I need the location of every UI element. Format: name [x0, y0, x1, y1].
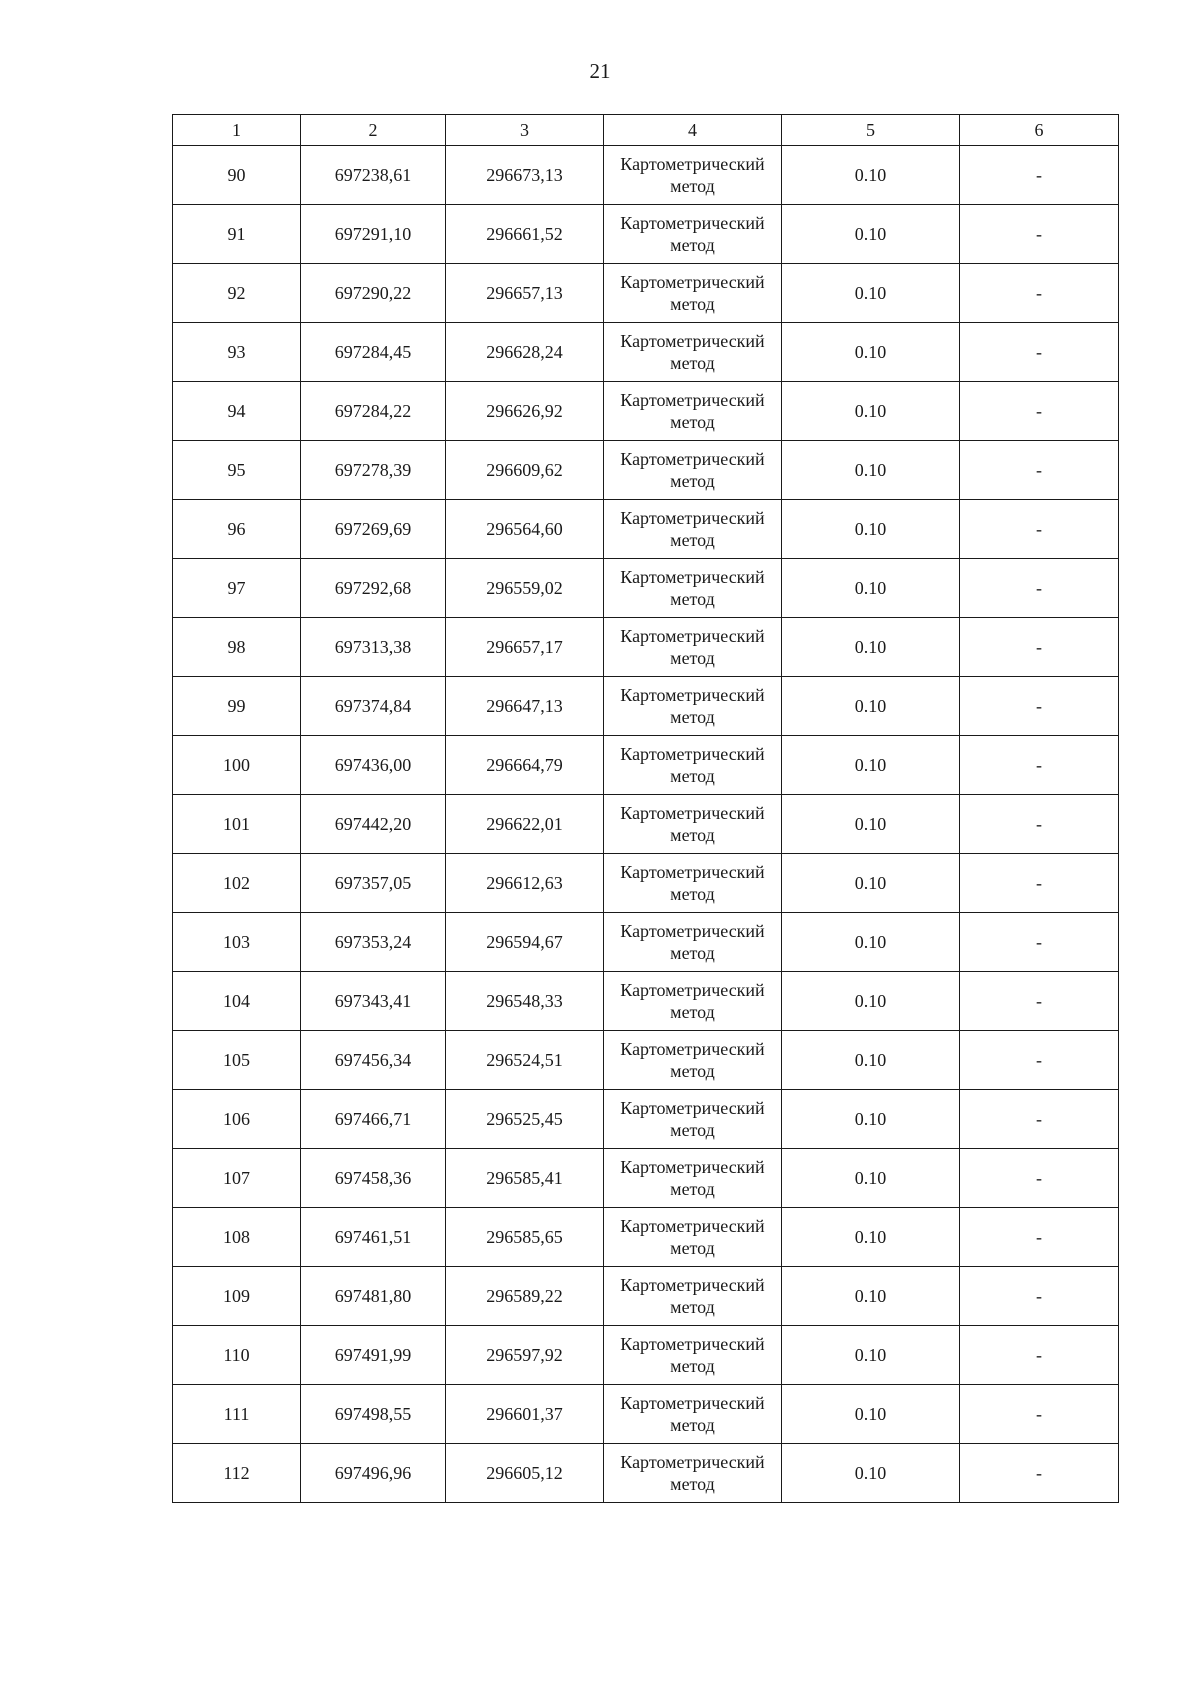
- note-cell: -: [960, 441, 1119, 500]
- x-coordinate-cell: 697290,22: [301, 264, 446, 323]
- method-line-1: Картометрический: [620, 1334, 765, 1354]
- y-coordinate-cell: 296622,01: [446, 795, 604, 854]
- method-line-2: метод: [670, 471, 715, 491]
- note-cell: -: [960, 205, 1119, 264]
- header-cell-5: 5: [782, 115, 960, 146]
- table-row: [173, 1385, 1119, 1444]
- point-number-cell: 109: [173, 1267, 301, 1326]
- method-cell: [604, 854, 782, 913]
- header-cell-2: 2: [301, 115, 446, 146]
- method-cell: [604, 1208, 782, 1267]
- point-number-cell: 102: [173, 854, 301, 913]
- y-coordinate-cell: 296673,13: [446, 146, 604, 205]
- method-line-1: Картометрический: [620, 803, 765, 823]
- accuracy-cell: 0.10: [782, 795, 960, 854]
- method-cell: [604, 677, 782, 736]
- x-coordinate-cell: 697456,34: [301, 1031, 446, 1090]
- table-header: [173, 115, 1119, 146]
- point-number-cell: 95: [173, 441, 301, 500]
- method-line-1: Картометрический: [620, 921, 765, 941]
- accuracy-cell: 0.10: [782, 382, 960, 441]
- method-line-2: метод: [670, 648, 715, 668]
- accuracy-cell: 0.10: [782, 1267, 960, 1326]
- x-coordinate-cell: 697374,84: [301, 677, 446, 736]
- note-cell: -: [960, 1090, 1119, 1149]
- method-line-1: Картометрический: [620, 1393, 765, 1413]
- accuracy-cell: 0.10: [782, 972, 960, 1031]
- table-row: [173, 382, 1119, 441]
- table-body: [173, 146, 1119, 1503]
- accuracy-cell: 0.10: [782, 500, 960, 559]
- table-row: [173, 146, 1119, 205]
- x-coordinate-cell: 697291,10: [301, 205, 446, 264]
- table-row: [173, 1326, 1119, 1385]
- note-cell: -: [960, 618, 1119, 677]
- method-cell: [604, 1326, 782, 1385]
- point-number-cell: 108: [173, 1208, 301, 1267]
- header-row: [173, 115, 1119, 146]
- x-coordinate-cell: 697442,20: [301, 795, 446, 854]
- method-cell: [604, 972, 782, 1031]
- method-line-1: Картометрический: [620, 626, 765, 646]
- table-row: [173, 1090, 1119, 1149]
- y-coordinate-cell: 296594,67: [446, 913, 604, 972]
- note-cell: -: [960, 854, 1119, 913]
- method-line-1: Картометрический: [620, 685, 765, 705]
- table-row: [173, 795, 1119, 854]
- method-line-1: Картометрический: [620, 980, 765, 1000]
- point-number-cell: 94: [173, 382, 301, 441]
- accuracy-cell: 0.10: [782, 559, 960, 618]
- table-row: [173, 1031, 1119, 1090]
- point-number-cell: 96: [173, 500, 301, 559]
- table-row: [173, 1444, 1119, 1503]
- point-number-cell: 99: [173, 677, 301, 736]
- header-cell-4: 4: [604, 115, 782, 146]
- note-cell: -: [960, 1208, 1119, 1267]
- method-cell: [604, 264, 782, 323]
- note-cell: -: [960, 1444, 1119, 1503]
- y-coordinate-cell: 296664,79: [446, 736, 604, 795]
- y-coordinate-cell: 296601,37: [446, 1385, 604, 1444]
- y-coordinate-cell: 296657,13: [446, 264, 604, 323]
- method-line-1: Картометрический: [620, 154, 765, 174]
- method-cell: [604, 1267, 782, 1326]
- note-cell: -: [960, 1267, 1119, 1326]
- x-coordinate-cell: 697238,61: [301, 146, 446, 205]
- method-cell: [604, 1031, 782, 1090]
- note-cell: -: [960, 323, 1119, 382]
- note-cell: -: [960, 382, 1119, 441]
- method-cell: [604, 1385, 782, 1444]
- table-row: [173, 618, 1119, 677]
- x-coordinate-cell: 697491,99: [301, 1326, 446, 1385]
- accuracy-cell: 0.10: [782, 1149, 960, 1208]
- y-coordinate-cell: 296524,51: [446, 1031, 604, 1090]
- table-row: [173, 736, 1119, 795]
- method-line-2: метод: [670, 1297, 715, 1317]
- y-coordinate-cell: 296626,92: [446, 382, 604, 441]
- method-line-2: метод: [670, 825, 715, 845]
- accuracy-cell: 0.10: [782, 1444, 960, 1503]
- method-line-1: Картометрический: [620, 390, 765, 410]
- x-coordinate-cell: 697284,45: [301, 323, 446, 382]
- y-coordinate-cell: 296597,92: [446, 1326, 604, 1385]
- point-number-cell: 93: [173, 323, 301, 382]
- x-coordinate-cell: 697436,00: [301, 736, 446, 795]
- method-line-2: метод: [670, 1474, 715, 1494]
- accuracy-cell: 0.10: [782, 323, 960, 382]
- accuracy-cell: 0.10: [782, 854, 960, 913]
- y-coordinate-cell: 296559,02: [446, 559, 604, 618]
- table-row: [173, 205, 1119, 264]
- method-line-1: Картометрический: [620, 1275, 765, 1295]
- point-number-cell: 97: [173, 559, 301, 618]
- method-line-1: Картометрический: [620, 213, 765, 233]
- x-coordinate-cell: 697461,51: [301, 1208, 446, 1267]
- note-cell: -: [960, 559, 1119, 618]
- point-number-cell: 104: [173, 972, 301, 1031]
- method-line-2: метод: [670, 1120, 715, 1140]
- note-cell: -: [960, 146, 1119, 205]
- table-row: [173, 441, 1119, 500]
- note-cell: -: [960, 264, 1119, 323]
- y-coordinate-cell: 296605,12: [446, 1444, 604, 1503]
- method-cell: [604, 146, 782, 205]
- y-coordinate-cell: 296548,33: [446, 972, 604, 1031]
- method-line-2: метод: [670, 707, 715, 727]
- table-row: [173, 500, 1119, 559]
- y-coordinate-cell: 296628,24: [446, 323, 604, 382]
- method-cell: [604, 382, 782, 441]
- table-row: [173, 1267, 1119, 1326]
- accuracy-cell: 0.10: [782, 441, 960, 500]
- method-line-2: метод: [670, 1415, 715, 1435]
- method-line-1: Картометрический: [620, 744, 765, 764]
- note-cell: -: [960, 795, 1119, 854]
- method-cell: [604, 205, 782, 264]
- table-row: [173, 913, 1119, 972]
- method-line-2: метод: [670, 589, 715, 609]
- accuracy-cell: 0.10: [782, 146, 960, 205]
- method-cell: [604, 1149, 782, 1208]
- x-coordinate-cell: 697498,55: [301, 1385, 446, 1444]
- point-number-cell: 91: [173, 205, 301, 264]
- method-line-1: Картометрический: [620, 331, 765, 351]
- note-cell: -: [960, 1326, 1119, 1385]
- method-cell: [604, 736, 782, 795]
- note-cell: -: [960, 972, 1119, 1031]
- method-cell: [604, 795, 782, 854]
- point-number-cell: 105: [173, 1031, 301, 1090]
- method-cell: [604, 559, 782, 618]
- table-row: [173, 264, 1119, 323]
- y-coordinate-cell: 296585,65: [446, 1208, 604, 1267]
- method-cell: [604, 1090, 782, 1149]
- note-cell: -: [960, 1385, 1119, 1444]
- method-line-1: Картометрический: [620, 272, 765, 292]
- accuracy-cell: 0.10: [782, 1208, 960, 1267]
- method-cell: [604, 618, 782, 677]
- y-coordinate-cell: 296647,13: [446, 677, 604, 736]
- accuracy-cell: 0.10: [782, 677, 960, 736]
- point-number-cell: 101: [173, 795, 301, 854]
- accuracy-cell: 0.10: [782, 913, 960, 972]
- point-number-cell: 111: [173, 1385, 301, 1444]
- note-cell: -: [960, 677, 1119, 736]
- accuracy-cell: 0.10: [782, 1031, 960, 1090]
- header-cell-3: 3: [446, 115, 604, 146]
- note-cell: -: [960, 1031, 1119, 1090]
- method-line-1: Картометрический: [620, 1216, 765, 1236]
- method-line-2: метод: [670, 1356, 715, 1376]
- y-coordinate-cell: 296525,45: [446, 1090, 604, 1149]
- table-row: [173, 1149, 1119, 1208]
- method-cell: [604, 441, 782, 500]
- y-coordinate-cell: 296609,62: [446, 441, 604, 500]
- x-coordinate-cell: 697496,96: [301, 1444, 446, 1503]
- method-line-1: Картометрический: [620, 449, 765, 469]
- page-number: 21: [589, 59, 611, 83]
- accuracy-cell: 0.10: [782, 1326, 960, 1385]
- note-cell: -: [960, 500, 1119, 559]
- x-coordinate-cell: 697284,22: [301, 382, 446, 441]
- accuracy-cell: 0.10: [782, 736, 960, 795]
- method-line-1: Картометрический: [620, 508, 765, 528]
- method-line-2: метод: [670, 412, 715, 432]
- method-line-2: метод: [670, 1061, 715, 1081]
- table-row: [173, 854, 1119, 913]
- point-number-cell: 110: [173, 1326, 301, 1385]
- method-line-1: Картометрический: [620, 1452, 765, 1472]
- method-cell: [604, 1444, 782, 1503]
- y-coordinate-cell: 296657,17: [446, 618, 604, 677]
- point-number-cell: 92: [173, 264, 301, 323]
- point-number-cell: 100: [173, 736, 301, 795]
- coordinates-table: [172, 114, 1119, 1503]
- y-coordinate-cell: 296661,52: [446, 205, 604, 264]
- x-coordinate-cell: 697292,68: [301, 559, 446, 618]
- x-coordinate-cell: 697458,36: [301, 1149, 446, 1208]
- accuracy-cell: 0.10: [782, 205, 960, 264]
- table-row: [173, 1208, 1119, 1267]
- point-number-cell: 98: [173, 618, 301, 677]
- method-line-2: метод: [670, 294, 715, 314]
- table-row: [173, 972, 1119, 1031]
- method-line-1: Картометрический: [620, 567, 765, 587]
- table-row: [173, 323, 1119, 382]
- accuracy-cell: 0.10: [782, 264, 960, 323]
- x-coordinate-cell: 697481,80: [301, 1267, 446, 1326]
- method-line-2: метод: [670, 353, 715, 373]
- method-line-2: метод: [670, 766, 715, 786]
- note-cell: -: [960, 913, 1119, 972]
- note-cell: -: [960, 736, 1119, 795]
- method-line-1: Картометрический: [620, 1157, 765, 1177]
- table-row: [173, 677, 1119, 736]
- method-line-2: метод: [670, 1179, 715, 1199]
- accuracy-cell: 0.10: [782, 1090, 960, 1149]
- y-coordinate-cell: 296589,22: [446, 1267, 604, 1326]
- x-coordinate-cell: 697466,71: [301, 1090, 446, 1149]
- point-number-cell: 112: [173, 1444, 301, 1503]
- method-line-1: Картометрический: [620, 1098, 765, 1118]
- method-line-2: метод: [670, 176, 715, 196]
- point-number-cell: 106: [173, 1090, 301, 1149]
- table-row: [173, 559, 1119, 618]
- method-line-2: метод: [670, 943, 715, 963]
- header-cell-1: 1: [173, 115, 301, 146]
- x-coordinate-cell: 697343,41: [301, 972, 446, 1031]
- note-cell: -: [960, 1149, 1119, 1208]
- method-line-2: метод: [670, 1238, 715, 1258]
- header-cell-6: 6: [960, 115, 1119, 146]
- point-number-cell: 90: [173, 146, 301, 205]
- method-cell: [604, 913, 782, 972]
- accuracy-cell: 0.10: [782, 618, 960, 677]
- point-number-cell: 107: [173, 1149, 301, 1208]
- method-line-2: метод: [670, 530, 715, 550]
- accuracy-cell: 0.10: [782, 1385, 960, 1444]
- method-line-2: метод: [670, 884, 715, 904]
- method-cell: [604, 500, 782, 559]
- x-coordinate-cell: 697278,39: [301, 441, 446, 500]
- method-line-1: Картометрический: [620, 862, 765, 882]
- x-coordinate-cell: 697269,69: [301, 500, 446, 559]
- method-cell: [604, 323, 782, 382]
- x-coordinate-cell: 697313,38: [301, 618, 446, 677]
- method-line-2: метод: [670, 1002, 715, 1022]
- x-coordinate-cell: 697353,24: [301, 913, 446, 972]
- method-line-2: метод: [670, 235, 715, 255]
- point-number-cell: 103: [173, 913, 301, 972]
- y-coordinate-cell: 296564,60: [446, 500, 604, 559]
- y-coordinate-cell: 296585,41: [446, 1149, 604, 1208]
- x-coordinate-cell: 697357,05: [301, 854, 446, 913]
- method-line-1: Картометрический: [620, 1039, 765, 1059]
- y-coordinate-cell: 296612,63: [446, 854, 604, 913]
